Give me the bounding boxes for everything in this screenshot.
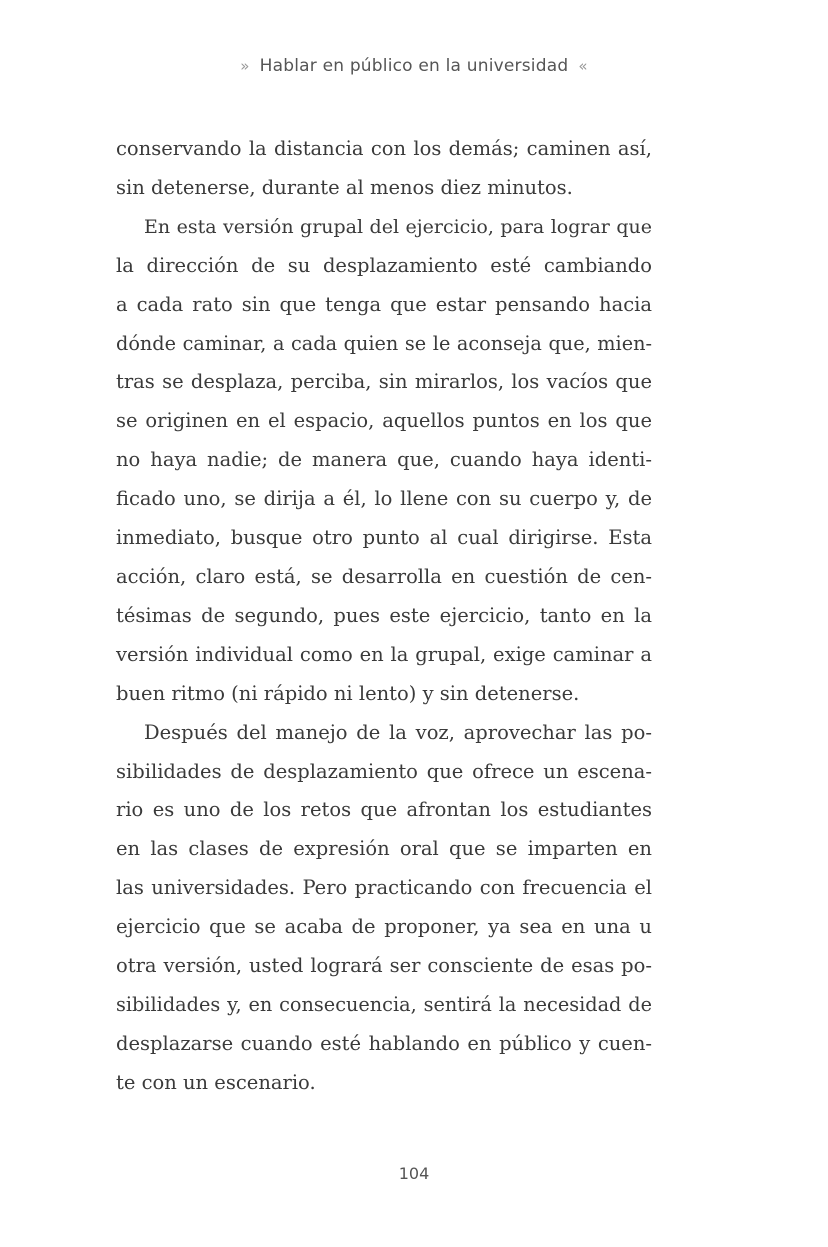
text-line: en las clases de expresión oral que se imparten en xyxy=(116,837,652,861)
text-line: se originen en el espacio, aquellos puntos en los que xyxy=(116,409,652,433)
text-line: otra versión, usted logrará ser consciente de esas po- xyxy=(116,954,652,978)
text-line: En esta versión grupal del ejercicio, para lograr que xyxy=(144,215,652,238)
page-number: 104 xyxy=(398,1164,430,1183)
header-title: Hablar en público en la universidad xyxy=(259,56,569,76)
text-line: no haya nadie; de manera que, cuando haya identi- xyxy=(116,448,652,472)
text-line: Después del manejo de la voz, aprovechar las po- xyxy=(144,720,652,744)
paragraph-3 xyxy=(116,714,652,1103)
text-line: inmediato, busque otro punto al cual dirigirse. Esta xyxy=(116,526,652,550)
text-line: tésimas de segundo, pues este ejercicio, tanto en la xyxy=(116,603,652,627)
text-line: la dirección de su desplazamiento esté cambiando xyxy=(116,253,652,277)
text-line: sin detenerse, durante al menos diez minutos. xyxy=(116,175,573,199)
text-line: versión individual como en la grupal, exige caminar a xyxy=(116,642,652,666)
text-line: sibilidades y, en consecuencia, sentirá la necesidad de xyxy=(116,992,652,1016)
paragraph-2 xyxy=(116,208,652,714)
text-line: sibilidades de desplazamiento que ofrece un escena- xyxy=(116,759,652,783)
text-line: conservando la distancia con los demás; caminen así, xyxy=(116,137,652,160)
body-text xyxy=(116,130,652,1103)
text-line: ejercicio que se acaba de proponer, ya sea en una u xyxy=(116,915,652,939)
text-line: te con un escenario. xyxy=(116,1070,316,1094)
text-line: a cada rato sin que tenga que estar pensando hacia xyxy=(116,292,652,316)
text-line: desplazarse cuando esté hablando en público y cuen- xyxy=(116,1031,652,1055)
text-line: acción, claro está, se desarrolla en cuestión de cen- xyxy=(116,564,652,588)
left-guillemet: » xyxy=(240,57,250,75)
text-line: las universidades. Pero practicando con frecuencia el xyxy=(116,876,652,900)
paragraph-1 xyxy=(116,130,652,208)
right-guillemet: « xyxy=(578,57,588,75)
running-header xyxy=(0,56,828,76)
text-line: buen ritmo (ni rápido ni lento) y sin detenerse. xyxy=(116,681,580,705)
text-line: ficado uno, se dirija a él, lo llene con su cuerpo y, de xyxy=(116,487,652,511)
text-line: rio es uno de los retos que afrontan los estudiantes xyxy=(116,798,652,822)
text-line: tras se desplaza, perciba, sin mirarlos, los vacíos que xyxy=(116,370,652,394)
text-line: dónde caminar, a cada quien se le aconseja que, mien- xyxy=(116,331,652,355)
